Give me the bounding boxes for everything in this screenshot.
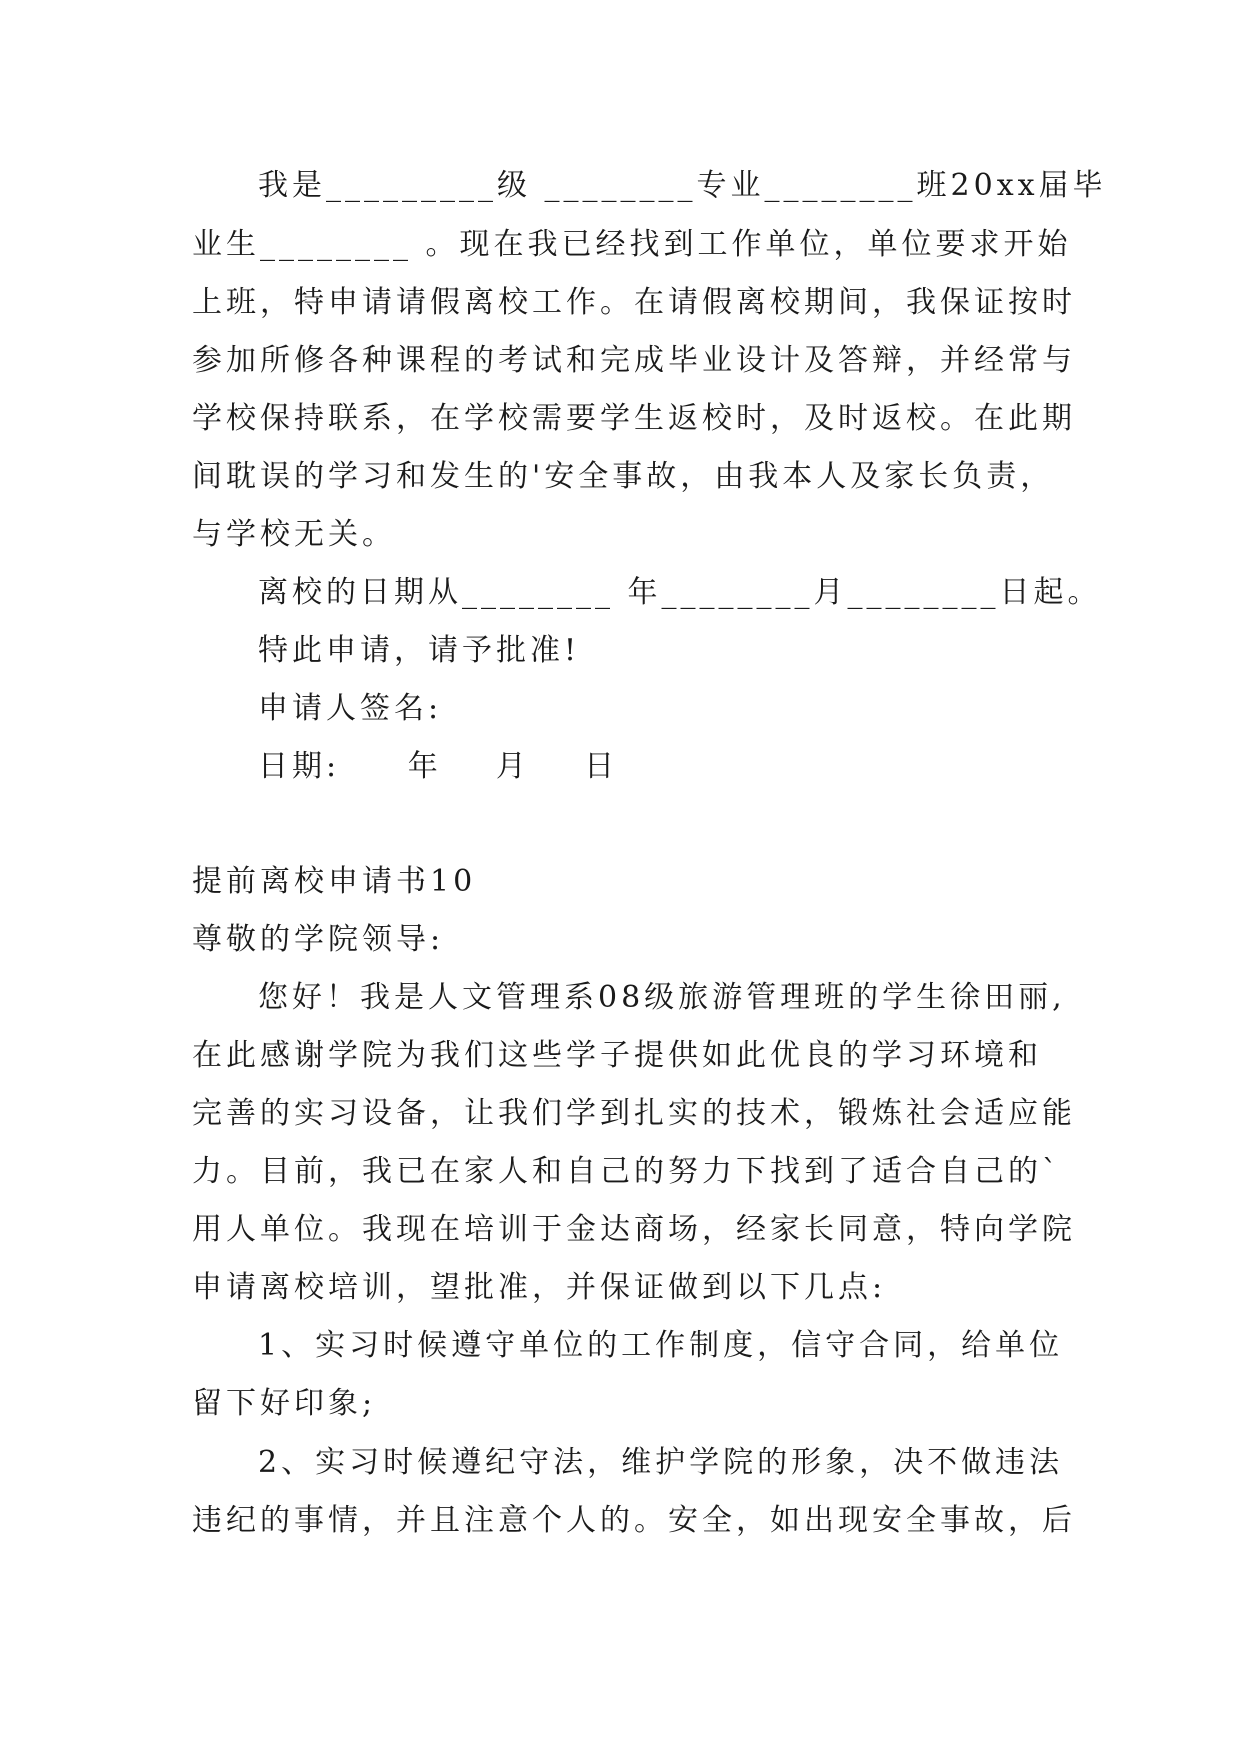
sign-date-line: 日期: 年 月 日 bbox=[258, 749, 619, 784]
paragraph-line: 完善的实习设备，让我们学到扎实的技术，锻炼社会适应能 bbox=[192, 1096, 1076, 1131]
paragraph-line: 在此感谢学院为我们这些学子提供如此优良的学习环境和 bbox=[192, 1038, 1042, 1073]
request-line: 特此申请，请予批准! bbox=[258, 633, 581, 668]
paragraph-line: 您好！我是人文管理系08级旅游管理班的学生徐田丽, bbox=[258, 980, 1066, 1015]
paragraph-line: 业生________ 。现在我已经找到工作单位，单位要求开始 bbox=[192, 227, 1072, 262]
salutation: 尊敬的学院领导: bbox=[192, 922, 445, 957]
leave-date-line: 离校的日期从________ 年________月________日起。 bbox=[258, 575, 1102, 610]
section-heading: 提前离校申请书10 bbox=[192, 864, 477, 899]
list-item-line: 违纪的事情，并且注意个人的。安全，如出现安全事故，后 bbox=[192, 1503, 1076, 1538]
paragraph-line: 申请离校培训，望批准，并保证做到以下几点: bbox=[192, 1270, 887, 1305]
paragraph-line: 参加所修各种课程的考试和完成毕业设计及答辩，并经常与 bbox=[192, 343, 1076, 378]
paragraph-line: 与学校无关。 bbox=[192, 517, 396, 552]
paragraph-line: 上班，特申请请假离校工作。在请假离校期间，我保证按时 bbox=[192, 285, 1076, 320]
paragraph-line: 用人单位。我现在培训于金达商场，经家长同意，特向学院 bbox=[192, 1212, 1076, 1247]
list-item-line: 2、实习时候遵纪守法，维护学院的形象，决不做违法 bbox=[258, 1445, 1064, 1480]
paragraph-line: 力。目前，我已在家人和自己的努力下找到了适合自己的` bbox=[192, 1154, 1061, 1189]
paragraph-line: 学校保持联系，在学校需要学生返校时，及时返校。在此期 bbox=[192, 401, 1076, 436]
list-item-line: 1、实习时候遵守单位的工作制度，信守合同，给单位 bbox=[258, 1328, 1064, 1363]
paragraph-line: 我是_________级 ________专业________班20xx届毕 bbox=[258, 168, 1107, 203]
paragraph-line: 间耽误的学习和发生的'安全事故，由我本人及家长负责， bbox=[192, 459, 1055, 494]
applicant-signature-line: 申请人签名: bbox=[258, 691, 443, 726]
list-item-line: 留下好印象; bbox=[192, 1386, 377, 1421]
